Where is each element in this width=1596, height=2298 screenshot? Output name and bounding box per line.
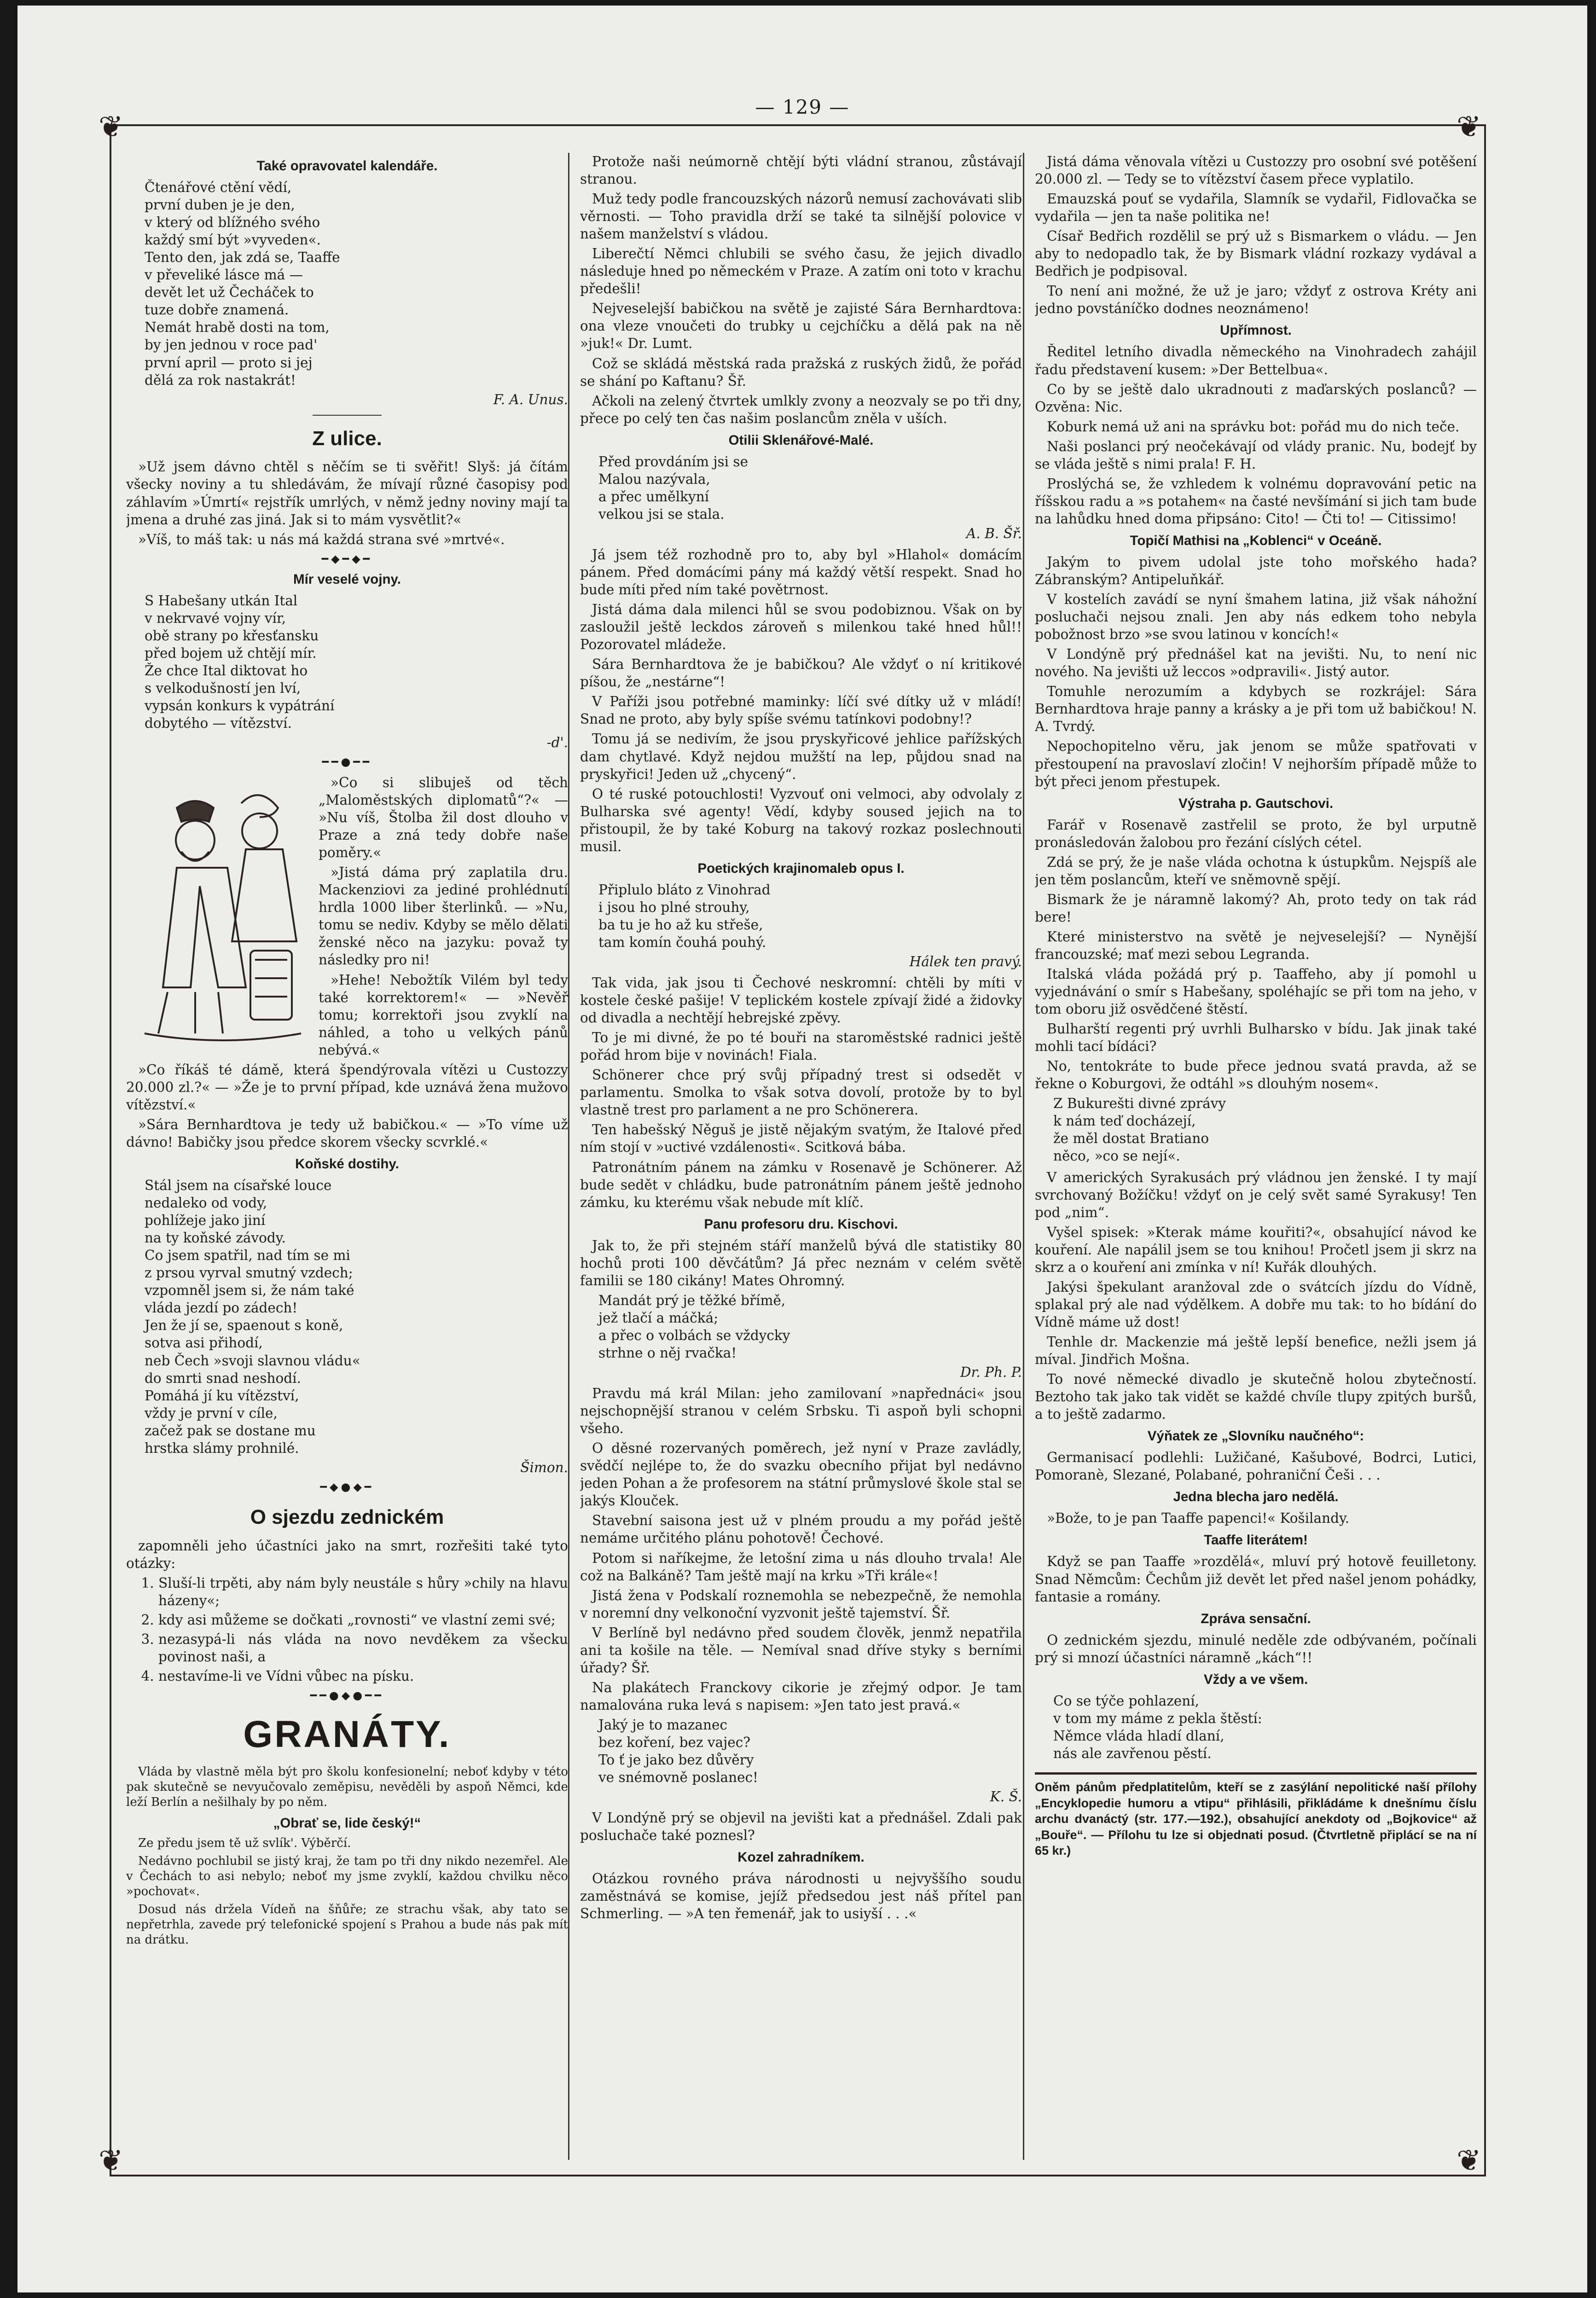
paragraph: Stavební saisona jest už v plném proudu a my pořád ještě nemáme určitého plánu pohotově! Čechové.: [580, 1513, 1022, 1546]
paragraph: To není ani možné, že už je jaro; vždyť z ostrova Kréty ani jedno povstáníčko dodnes neoznámeno!: [1035, 283, 1477, 317]
article-heading: Panu profesoru dru. Kischovi.: [704, 1216, 898, 1232]
paragraph: Italská vláda požádá prý p. Taaffeho, aby jí pomohl u vyjednávání o smír s Habešany, spoléhajíc se při tom na jeho, v tom oboru již osvědčené štěstí.: [1035, 966, 1477, 1017]
paragraph: Farář v Rosenavě zastřelil se proto, že byl urputně pronásledován žalobou pro řezání císlých cétel.: [1035, 817, 1477, 850]
paragraph: Ten habešský Něguš je jistě nějakým svatým, že Italové před ním stojí v »uctivé vzdálenosti«. Scitková bába.: [580, 1122, 1022, 1155]
paragraph: Bismark že je náramně lakomý? Ah, proto tedy on tak rád bere!: [1035, 891, 1477, 925]
paragraph: Když se pan Taaffe »rozdělá«, mluví prý hotově feuilletony. Snad Němcům: Čechům již devět let před našel jenom pohádky, fantasie a romány.: [1035, 1554, 1477, 1605]
corner-ornament-icon: ❦: [99, 2144, 123, 2178]
article-heading: Mír veselé vojny.: [293, 571, 401, 587]
paragraph: Vyšel spisek: »Kterak máme kouřiti?«, obsahující návod ke kouření. Ale napálil jsem se tou knihou! Pročetl jsem ji skrz na skrz a o kouření ani zmínka v ní! Kuřák dlouhých.: [1035, 1224, 1477, 1275]
column-divider: [1023, 153, 1024, 2160]
list-item: 4. nestavíme-li ve Vídni vůbec na písku.: [158, 1667, 568, 1685]
verse-text: Stál jsem na císařské louce nedaleko od vody, pohlížeje jako jiní na ty koňské závody. Co jsem spatřil, nad tím se mi z prsou vyrval smutný vzdech; vzpomněl jsem si, že nám také vláda jezdí po zádech! Jen že jí se, spaenout s koně, sotva asi přihodí, neb Čech »svoji slavnou vládu« do smrti snad neshodí. Pomáhá jí ku vítězství, vždy je první v cíle, začež pak se dostane mu hrstka slámy prohnilé.: [145, 1178, 360, 1456]
paragraph: V amerických Syrakusách prý vládnou jen ženské. I ty mají svrchovaný Božíčku! vždyť on je celý svět samé Syrakusy! Ten pod „nim“.: [1035, 1169, 1477, 1220]
paragraph: Tomuhle nerozumím a kdybych se rozkrájel: Sára Bernhardtova hraje panny a krásky a je při tom už babičkou! N. A. Tvrdý.: [1035, 684, 1477, 735]
paragraph: Muž tedy podle francouzských názorů nemusí zachovávati slib věrnosti. — Toho pravidla drží se také ta silnější polovice v našem manželství s vládou.: [580, 191, 1022, 242]
paragraph: Patronátním pánem na zámku v Rosenavě je Schönerer. Až bude sedět v chládku, bude patronátním pánem ještě jednoho zámku, ku kterému však nebude mít klíč.: [580, 1159, 1022, 1210]
section-rule: [313, 415, 382, 416]
article-heading: Zpráva sensační.: [1201, 1611, 1311, 1626]
paragraph: O zednickém sjezdu, minulé neděle zde odbývaném, počínali prý si mnozí účastníci náramně „kách“!!: [1035, 1632, 1477, 1665]
paragraph: Tak vida, jak jsou ti Čechové neskromní: chtěli by míti v kostele české pašije! V teplickém kostele zpívají židé a židovky od divadla a nechtějí hebrejské zpěvy.: [580, 975, 1022, 1026]
paragraph: Na plakátech Franckovy cikorie je zřejmý odpor. Je tam namalována ruka levá s napisem: »Jen tato jest pravá.«: [580, 1679, 1022, 1713]
paragraph: Jakým to pivem udolal jste toho mořského hada? Zábranským? Antipeluňkář.: [1035, 554, 1477, 588]
verse-text: Co se týče pohlazení, v tom my máme z pekla štěstí: Němce vláda hladí dlaní, nás ale zavřenou pěstí.: [1053, 1693, 1262, 1761]
corner-ornament-icon: ❦: [1457, 110, 1481, 144]
ornamental-separator: ━◆●◆━: [320, 1480, 374, 1493]
paragraph: No, tentokráte to bude přece jednou svatá pravda, až se řekne o Koburgovi, že odtáhl »s dlouhým nosem«.: [1035, 1058, 1477, 1092]
verse-text: Z Bukurešti divné zprávy k nám teď docházejí, že měl dostat Bratiano něco, »co se nejí«.: [1053, 1096, 1226, 1164]
paragraph: »Víš, to máš tak: u nás má každá strana své »mrtvé«.: [138, 531, 505, 547]
paragraph: Jistá dáma věnovala vítězi u Custozzy pro osobní své potěšení 20.000 zl. — Tedy se to vítězství časem přece vyplatilo.: [1035, 154, 1477, 187]
paragraph: Potom si naříkejme, že letošní zima u nás dlouho trvala! Ale což na Balkáně? Tam ještě mají na krku »Tři krále«!: [580, 1550, 1022, 1584]
paragraph: Pravdu má král Milan: jeho zamilovaní »napřednáci« jsou nejschopnější stranou v celém Srbsku. Ti aspoň byli schopni všeho.: [580, 1386, 1022, 1437]
paragraph: V Londýně prý přednášel kat na jevišti. Nu, to není nic nového. Na jevišti už leccos »odpravili«. Jistý autor.: [1035, 646, 1477, 680]
paragraph: zapomněli jeho účastníci jako na smrt, rozřešiti také tyto otázky:: [126, 1538, 568, 1571]
verse-text: Připlulo bláto z Vinohrad i jsou ho plné strouhy, ba tu je ho až ku střeše, tam komín čouhá pouhý.: [598, 882, 771, 950]
article-heading: „Obrať se, lide český!“: [273, 1816, 421, 1831]
author-signature: Hálek ten pravý.: [909, 954, 1022, 970]
paragraph: V Londýně prý se objevil na jevišti kat a přednášel. Zdali pak posluchače také poznesl?: [580, 1810, 1022, 1844]
paragraph: To nové německé divadlo je skutečně holou zbytečností. Beztoho tak jako tak vidět se každé chvíle tlupy zpitých buršů, a to ještě zadarmo.: [1035, 1371, 1477, 1422]
subscriber-notice: Oněm pánům předplatitelům, kteří se z zasýlání nepolitické naší přílohy „Encyklopedie humoru a vtipu“ přihlásili, přikládáme k dnešnímu číslu archu dvanáctý (str. 177.—192.), obsahující anekdoty od „Bojkovice“ až „Bouře“. — Přílohu tu lze si objednati posud. (Čtvrtletně připlácí se na ní 65 kr.): [1035, 1772, 1477, 1859]
article-heading: Také opravovatel kalendáře.: [256, 158, 438, 174]
ornamental-separator: ━◆━◆━: [321, 552, 373, 565]
newspaper-page: [17, 6, 1587, 2292]
paragraph: »Sára Bernhardtova je tedy už babičkou.« — »To víme už dávno! Babičky jsou předce skorem všecky scvrklé.«: [126, 1116, 568, 1150]
paragraph: Zdá se prý, že je naše vláda ochotna k ústupkům. Nejspíš ale jen těm poslancům, kteří ve sněmovně spějí.: [1035, 854, 1477, 888]
article-heading: Výstraha p. Gautschovi.: [1178, 795, 1334, 811]
paragraph: Jistá žena v Podskalí roznemohla se nebezpečně, že nemohla v noremní dny velkonoční vyzvonit ještě tajemství. Šř.: [580, 1587, 1022, 1621]
author-signature: A. B. Šř.: [966, 525, 1022, 541]
paragraph: Germanisací podlehli: Lužičané, Kašubové, Bodrci, Lutici, Pomoranè, Slezané, Polabané, pohraniční Češi . . .: [1035, 1450, 1477, 1483]
paragraph: Ředitel letního divadla německého na Vinohradech zahájil řadu představení kusem: »Der Bettelbua«.: [1035, 344, 1477, 377]
page-number: — 129 —: [755, 96, 850, 118]
corner-ornament-icon: ❦: [1457, 2144, 1481, 2178]
article-heading: Kozel zahradníkem.: [737, 1850, 865, 1865]
paragraph: Bulharští regenti prý uvrhli Bulharsko v bídu. Jak jinak také mohli tací bídáci?: [1035, 1021, 1477, 1055]
paragraph: »Už jsem dávno chtěl s něčím se ti svěřit! Slyš: já čítám všecky noviny a tu shledávám, že mívají různé časopisy pod záhlavím »Úmrtí« rejstřík umrlých, v němž jedny noviny mají ta jmena a druhé zas jiná. Jak si to mám vysvětlit?«: [126, 459, 568, 528]
paragraph: Které ministerstvo na světě je nejveselejší? — Nynější francouzské; mať mezi sebou Legranda.: [1035, 928, 1477, 962]
paragraph: Nejveselejší babičkou na světě je zajisté Sára Bernhardtova: ona vleze vnoučeti do trubky u cejchíčku a dělá pak na ně »juk!« Dr. Lumt.: [580, 301, 1022, 352]
author-signature: K. Š.: [990, 1789, 1022, 1805]
paragraph: Otázkou rovného práva národnosti u nejvyššího soudu zaměstnává se komise, jejíž předsedou jest náš přítel pan Schmerling. — »A ten řemenář, jak to usiyší . . .«: [580, 1871, 1022, 1922]
paragraph: Proslýchá se, že vzhledem k volnému dopravování petic na říšskou radu a »s potahem« na časté nevšímání si jich tam bude na lahůdku hned doma připsáno: Cito! — Čti to! — Citissimo!: [1035, 476, 1477, 527]
paragraph: Ačkoli na zelený čtvrtek umlkly zvony a neozvaly se po tři dny, přece po celý ten čas našim poslancům zněla v uších.: [580, 393, 1022, 426]
paragraph: Což se skládá městská rada pražská z ruských židů, že pořád se shání po Kaftanu? Šř.: [580, 355, 1022, 389]
verse-text: S Habešany utkán Ital v nekrvavé vojny vír, obě strany po křesťansku před bojem už chtějí mír. Že chce Ital diktovat ho s velkodušností jen lví, vypsán konkurs k vypátrání dobytého — vítězství.: [145, 592, 335, 731]
paragraph: Nepochopitelno věru, jak jenom se může spatřovati v přestoupení na pravoslaví zločin! V nejhorším případě může to být přeci jenom přestupek.: [1035, 738, 1477, 789]
caricature-illustration: [126, 776, 310, 1052]
section-heading: Z ulice.: [312, 427, 382, 450]
column-left: [126, 153, 568, 2160]
paragraph: Protože naši neúmorně chtějí býti vládní stranou, zůstávají stranou.: [580, 154, 1022, 187]
list-item: 2. kdy asi můžeme se dočkati „rovnosti“ ve vlastní zemi své;: [158, 1611, 568, 1629]
column-middle: [580, 153, 1022, 2160]
ornamental-separator: ━━●◆●━━: [310, 1689, 384, 1702]
article-heading: Topičí Mathisi na „Koblenci“ v Oceáně.: [1130, 533, 1382, 548]
paragraph: »Co říkáš té dámě, která špendýrovala vítězi u Custozzy 20.000 zl.?« — »Že je to první případ, kde uznává žena mužovo vítězství.«: [126, 1062, 568, 1113]
paragraph: Jak to, že při stejném stáří manželů bývá dle statistiky 80 hochů proti 100 děvčátům? Já přec neznám v celém světě familii se 180 cikány! Mates Ohromný.: [580, 1237, 1022, 1288]
article-heading: Koňské dostihy.: [295, 1156, 399, 1172]
paragraph: Jakýsi špekulant aranžoval zde o svátcích jízdu do Vídně, splakal prý ale nad výdělkem. A dobře mu tak: to ho bídání do Vídně máme už dost!: [1035, 1279, 1477, 1330]
paragraph: To je mi divné, že po té bouři na staroměstské radnici ještě pořád hrom bije v novinách! Fiala.: [580, 1030, 1022, 1063]
paragraph: V Paříži jsou potřebné maminky: líčí své dítky už v mládí! Snad ne proto, aby byly spíše svému tatínkovi podobny!?: [580, 694, 1022, 727]
column-divider: [568, 153, 569, 2160]
paragraph: Tenhle dr. Mackenzie má ještě lepší benefice, nežli jsem já míval. Jindřich Mošna.: [1035, 1334, 1477, 1367]
paragraph: Jistá dáma dala milenci hůl se svou podobiznou. Však on by zasloužil ještě leckdos zároveň s milenkou také hned hůl!! Pozorovatel mládeže.: [580, 602, 1022, 653]
list-item: 1. Sluší-li trpěti, aby nám byly neustále s hůry »chily na hlavu házeny«;: [158, 1574, 568, 1609]
article-heading: Jedna blecha jaro nedělá.: [1173, 1489, 1339, 1505]
paragraph: »Co si slibuješ od těch „Maloměstských diplomatů“?« — »Nu víš, Štolba žil dost dlouho v Praze a zná tedy dobře naše poměry.«: [319, 775, 568, 861]
article-heading: Poetických krajinomaleb opus I.: [697, 860, 905, 876]
paragraph: Já jsem též rozhodně pro to, aby byl »Hlahol« domácím pánem. Před domácími pány má každý větší respekt. Snad ho bude míti před ním také povětrnost.: [580, 546, 1022, 598]
article-heading: Otilii Sklenářové-Malé.: [728, 432, 874, 448]
paragraph: Dosud nás držela Vídeň na šňůře; ze strachu však, aby tato se nepřetrhla, zavede prý telefonické spojení s Prahou a bude nás pak mít na drátku.: [126, 1902, 568, 1947]
article-heading: Vždy a ve všem.: [1203, 1671, 1308, 1687]
author-signature: F. A. Unus.: [493, 391, 568, 407]
paragraph: V Berlíně byl nedávno před soudem člověk, jenmž nepatřila ani ta košile na těle. — Nemíval snad dříve styky s berními úřady? Šř.: [580, 1625, 1022, 1676]
verse-text: Jaký je to mazanec bez koření, bez vajec? To ť je jako bez důvěry ve snémovně poslanec!: [598, 1717, 758, 1786]
ornamental-separator: ━━●━━: [322, 755, 372, 769]
paragraph: »Bože, to je pan Taaffe papenci!« Košilandy.: [1047, 1510, 1350, 1526]
verse-text: Čtenářové ctění vědí, první duben je je den, v který od blížného svého každý smí být »vyveden«. Tento den, jak zdá se, Taaffe v převeliké lásce má — devět let už Čecháček to tuze dobře znamená. Nemát hrabě dosti na tom, by jen jednou v roce pad' první april — proto si jej dělá za rok nastakrát!: [145, 180, 340, 388]
paragraph: Sára Bernhardtova že je babičkou? Ale vždyť o ní kritikové píšou, že „nestárne“!: [580, 656, 1022, 690]
column-right: [1035, 153, 1477, 2160]
paragraph: Liberečtí Němci chlubili se svého času, že jejich divadlo následuje hned po německém v Praze. A zatím oni toto v krachu předešli!: [580, 246, 1022, 297]
list-item: 3. nezasypá-li nás vláda na novo nevděkem za všecku povinost naši, a: [158, 1631, 568, 1665]
article-heading: Taaffe literátem!: [1204, 1532, 1308, 1548]
paragraph: »Hehe! Nebožtík Vilém byl tedy také korrektorem!« — »Nevěř tomu; korrektoři jsou zvyklí na náhled, a toho u velkých pánů nebývá.«: [319, 972, 568, 1058]
paragraph: O té ruské potouchlosti! Vyzvouť oni velmoci, aby odvolaly z Bulharska své agenty! Vědí, kdyby soused jejich na to přistoupil, že by také Koburg na takový rozkaz poslechnouti musil.: [580, 786, 1022, 854]
paragraph: Co by se ještě dalo ukradnouti z maďarských poslanců? — Ozvěna: Nic.: [1035, 381, 1477, 415]
paragraph: Koburk nemá už ani na správku bot: pořád mu do nich teče.: [1047, 418, 1460, 435]
author-signature: Dr. Ph. P.: [960, 1364, 1022, 1381]
paragraph: O děsné rozervaných poměrech, jež nyní v Praze zavládly, svědčí nejlépe to, že do svazku obecního přijat byl nedávno jeden Pohan a že profesorem na státní průmyslové škole stal se jakýs Klouček.: [580, 1440, 1022, 1509]
paragraph: V kostelích zavádí se nyní šmahem latina, již však náhožní posluchači nejsou znali. Jen aby nás edkem toho nebyla pobožnost brzo »se svou latinou v koncích!«: [1035, 592, 1477, 643]
paragraph: Schönerer chce prý svůj případný trest si odsedět v parlamentu. Smolka to však sotva dovolí, protože by to byl vlastně trest pro parlament a ne pro Schönerera.: [580, 1067, 1022, 1118]
article-heading: Výňatek ze „Slovníku naučného“:: [1147, 1428, 1364, 1444]
verse-text: Mandát prý je těžké břímě, jež tlačí a máčká; a přec o volbách se vždycky strhne o něj rvačka!: [598, 1292, 790, 1361]
paragraph: »Jistá dáma prý zaplatila dru. Mackenziovi za jediné prohlédnutí hrdla 1000 liber šterlinků. — »Nu, tomu se nediv. Kdyby se mělo dělati ženské něco na jazyku: považ ty následky pro ni!: [319, 865, 568, 968]
article-heading: Upřímnost.: [1220, 323, 1292, 338]
author-signature: -d'.: [546, 735, 568, 751]
paragraph: Emauzská pouť se vydařila, Slamník se vydařil, Fidlovačka se vydařila — jen ta naše politika ne!: [1035, 191, 1477, 225]
paragraph: Naši poslanci prý neočekávají od vlády pranic. Nu, bodejť by se vláda ještě s nimi prala! F. H.: [1035, 438, 1477, 472]
paragraph: Císař Bedřich rozdělil se prý už s Bismarkem o vládu. — Jen aby to nedopadlo tak, že by Bismark vládní rozkazy vydával a Bedřich je podpisoval.: [1035, 228, 1477, 279]
corner-ornament-icon: ❦: [99, 110, 123, 144]
section-heading: O sjezdu zednickém: [250, 1505, 444, 1528]
paragraph: Vláda by vlastně měla být pro školu konfesionelní; neboť kdyby v této pak skutečně se nevyučovalo zeměpisu, nevěděli by aspoň Němci, kde leží Berlín a nešilhaly by po něm.: [126, 1764, 568, 1810]
author-signature: Šimon.: [520, 1459, 568, 1475]
verse-text: Před provdáním jsi se Malou nazývala, a přec umělkyní velkou jsi se stala.: [598, 453, 749, 522]
paragraph: Tomu já se nedivím, že jsou pryskyřicové jehlice pařížských dam chytlavé. Když nejdou mužští na lep, půjdou snad na pryskyřici! Jeden už „chycený“.: [580, 731, 1022, 782]
question-list: [126, 1574, 568, 1685]
paragraph: Ze předu jsem tě už svlík'. Výběrčí.: [138, 1836, 351, 1851]
section-title-granaty: GRANÁTY.: [243, 1713, 451, 1755]
paragraph: Nedávno pochlubil se jistý kraj, že tam po tři dny nikdo nezemřel. Ale v Čechách to asi nebylo; neboť my jsme zvyklí, každou chvilku něco »pochovat«.: [126, 1854, 568, 1899]
